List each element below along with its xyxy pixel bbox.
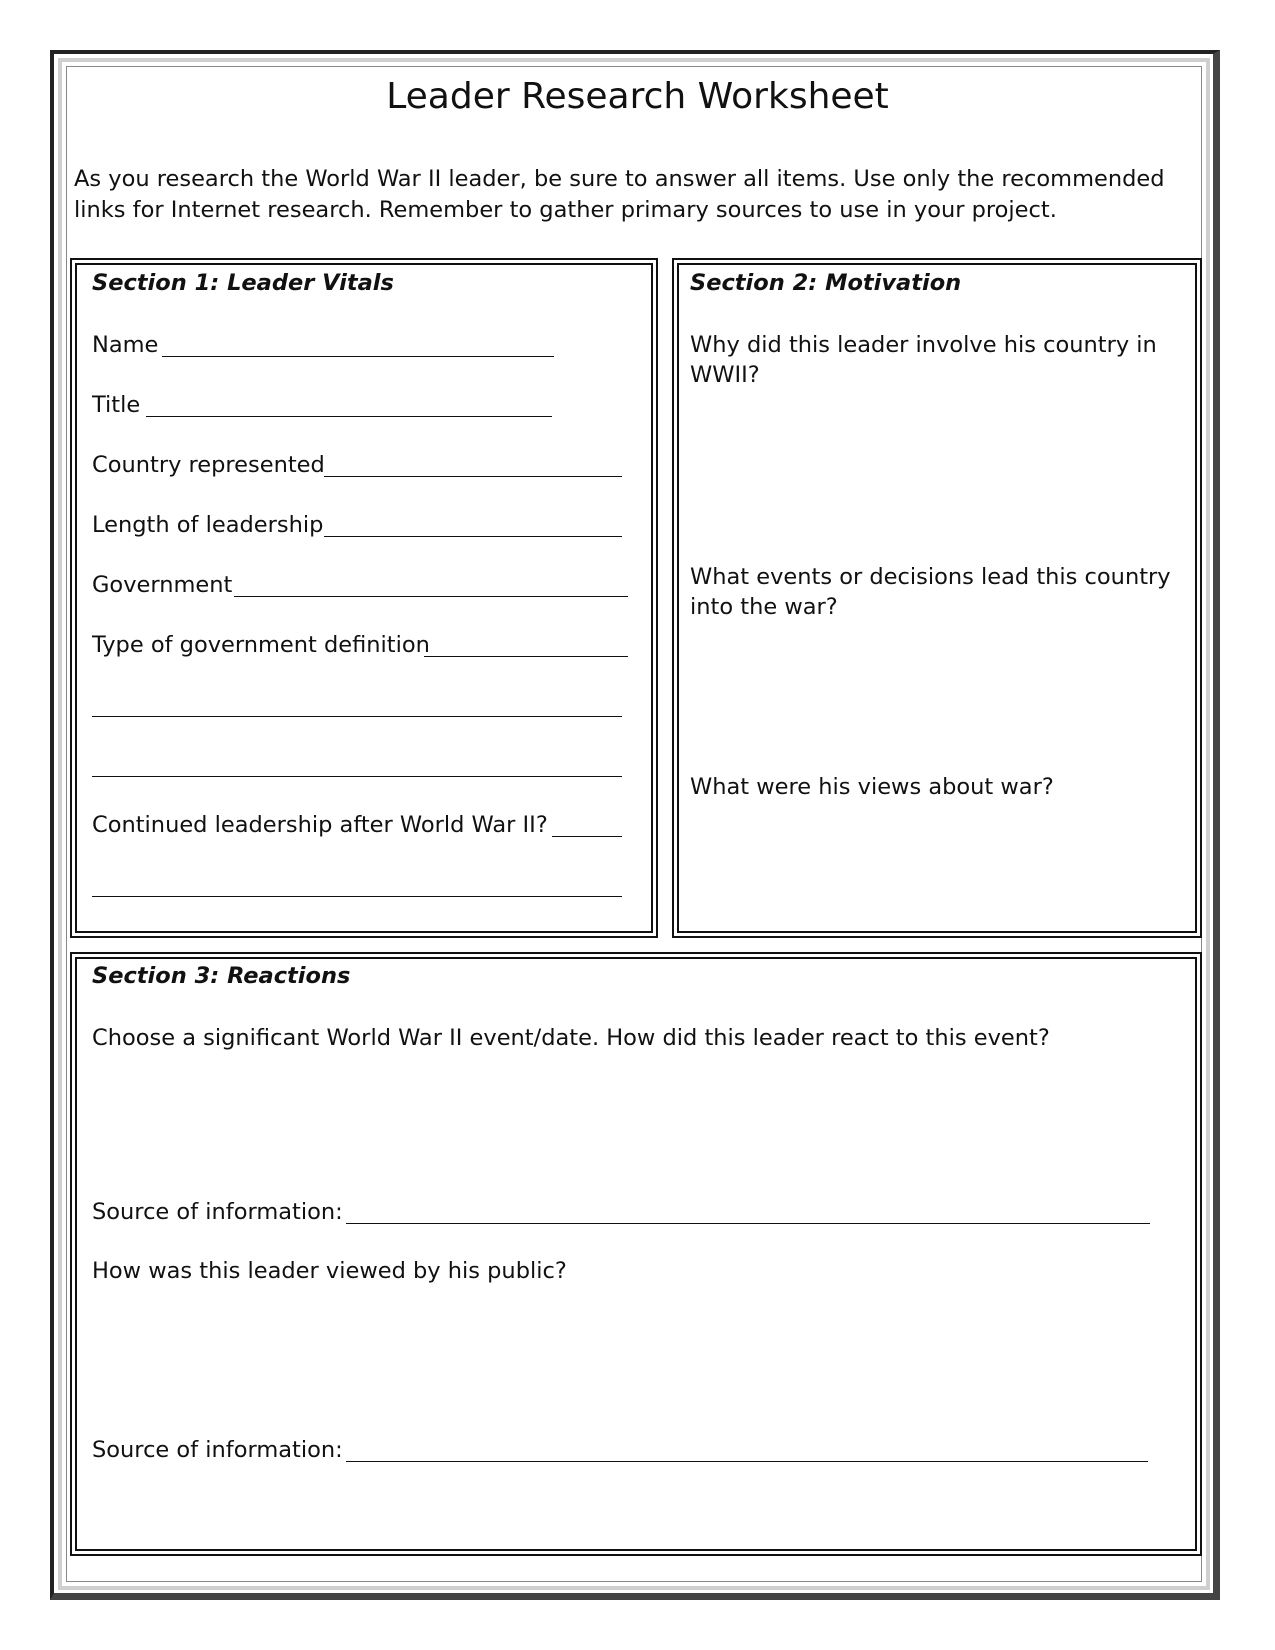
government-label: Government [92, 572, 233, 598]
government-blank[interactable] [234, 596, 628, 597]
reaction-question-2: How was this leader viewed by his public? [92, 1258, 567, 1284]
definition-blank-line-2[interactable] [92, 776, 622, 777]
length-blank[interactable] [324, 536, 622, 537]
country-label: Country represented [92, 452, 325, 478]
section-1-heading: Section 1: Leader Vitals [92, 270, 394, 296]
title-label: Title [92, 392, 141, 418]
source-2-label: Source of information: [92, 1437, 343, 1463]
motivation-question-1-line-2: WWII? [690, 362, 760, 388]
reaction-question-1: Choose a significant World War II event/date. How did this leader react to this event? [92, 1025, 1050, 1051]
motivation-question-2-line-1: What events or decisions lead this country [690, 564, 1171, 590]
source-1-blank[interactable] [346, 1223, 1150, 1224]
continued-explanation-blank[interactable] [92, 896, 622, 897]
type-definition-blank[interactable] [424, 656, 628, 657]
source-1-label: Source of information: [92, 1199, 343, 1225]
length-label: Length of leadership [92, 512, 324, 538]
continued-label: Continued leadership after World War II? [92, 812, 548, 838]
motivation-question-3: What were his views about war? [690, 774, 1054, 800]
name-blank[interactable] [162, 356, 554, 357]
section-2-heading: Section 2: Motivation [690, 270, 962, 296]
motivation-question-2-line-2: into the war? [690, 594, 838, 620]
source-2-blank[interactable] [346, 1461, 1148, 1462]
motivation-question-1-line-1: Why did this leader involve his country in [690, 332, 1157, 358]
country-blank[interactable] [324, 476, 622, 477]
intro-line-1: As you research the World War II leader, be sure to answer all items. Use only the recommended [74, 166, 1165, 192]
intro-text [74, 164, 1204, 226]
title-blank[interactable] [146, 416, 552, 417]
name-label: Name [92, 332, 159, 358]
intro-line-2: links for Internet research. Remember to gather primary sources to use in your project. [74, 197, 1057, 223]
section-3-heading: Section 3: Reactions [92, 963, 351, 989]
worksheet-title: Leader Research Worksheet [386, 76, 889, 117]
type-definition-label: Type of government definition [92, 632, 430, 658]
continued-blank[interactable] [552, 836, 622, 837]
definition-blank-line-1[interactable] [92, 716, 622, 717]
